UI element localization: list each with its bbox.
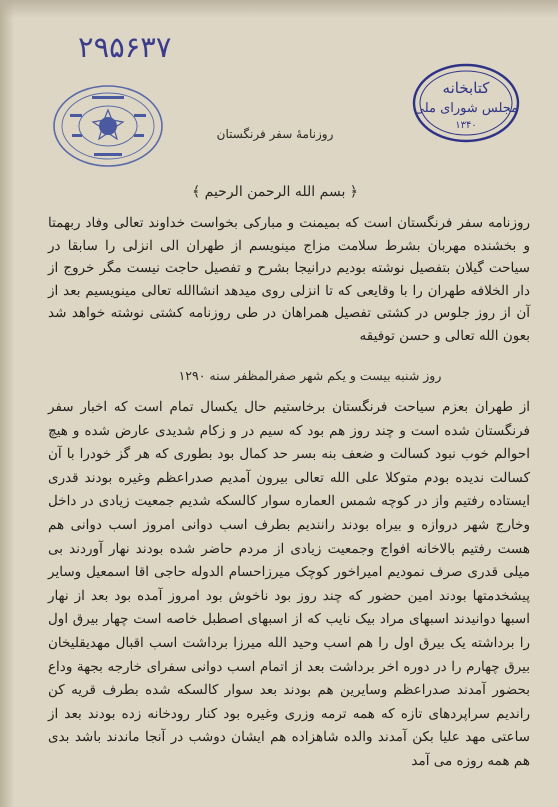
basmala: ﴿ بسم الله الرحمن الرحیم ﴾ [191, 184, 359, 200]
stamp-line-1: کتابخانه [442, 79, 490, 97]
stamp-line-2: مجلس شورای ملی [413, 101, 519, 116]
round-library-seal-icon [52, 84, 164, 168]
intro-paragraph: روزنامه سفر فرنگستان است که بمیمنت و مبارکی بخواست خداوند تعالی وفاد ربهمتا و بخشنده مهربان بشرط سلامت مزاج مینویسم از طهران الی انزلی را سابقا در سیاحت گیلان بتفصیل نوشته بودیم درانیجا بشرح و تفصیل حاجت نیست مگر خروج از دار الخلافه طهران را با وقایعی که تا انزلی روی میدهد انشاالله تعالی مینویسیم بعد از آن از روز جلوس در کشتی تفصیل همراهان در طی روزنامه کشتی نوشته خواهد شد بعون الله تعالی و حسن توفیقه [48, 215, 530, 344]
journal-entry: از طهران بعزم سیاحت فرنگستان برخاستیم حال یکسال تمام است که اخبار سفر فرنگستان شده است و چند روز هم بود که سیم در و زکام شدیدی عارض شده و هیچ احوالم خوب نبود کسالت و ضعف بنه بسر حد کمال بود بطوری که هر گز خودرا با آن کسالت ندیده بودم متوکلا علی الله تعالی بیرون آمدیم صدراعظم وغیره بودند قدری ایستاده رفتیم واز در کوچه شمس العماره سوار کالسکه شدیم جمعیت زیادی در داخل وخارج شهر دروازه و بیراه بودند رانندیم بطرف اسب دوانی امروز اسب دوانی هم هست رفتیم بالاخانه افواج وجمعیت زیادی از مردم حاضر شده بودند نهار آوردند بی میلی قدری صرف نمودیم امیراخور کوچک میرزاحسام الدوله حاجی اقا اسمعیل وسایر پیشخدمتها بودند امین حضور که چند روز بود ناخوش بود امروز آمده بود بعد از نهار اسبها دوانیدند اسبهای مراد بیک نایب که از اسبهای اصطبل خاصه است چهار بیرق اول را برداشته یک بیرق اول را هم اسب وحید الله میرزا برداشت اسب اقبال مهدیقلیخان بیرق چهارم را در دوره اخر برداشت بعد از اتمام اسب دوانی سفرای خارجه بجهة وداع بحضور آمدند صدراعظم وسایرین هم بودند بعد سوار کالسکه شده بطرف قریه کن راندیم سراپردهای تازه که همه ترمه وزری وغیره بود کنار رودخانه زده بودند بعد از ساعتی مهد علیا بکن آمدند والده شاهزاده هم ایشان دوشب در آنجا ماندند باشد بدی هم همه روزه می آمد [48, 399, 530, 769]
stamp-year: ۱۳۴۰ [455, 120, 477, 131]
page-edge-shadow [0, 0, 558, 18]
manuscript-number: ۲۹۵۶۳۷ [78, 30, 172, 64]
page-title: روزنامهٔ سفر فرنگستان [216, 127, 334, 141]
library-ownership-stamp-icon [410, 62, 522, 144]
page-binding-shadow [0, 0, 14, 807]
entry-date: روز شنبه بیست و یکم شهر صفرالمظفر سنه ۱۲۹۰ [178, 368, 442, 383]
